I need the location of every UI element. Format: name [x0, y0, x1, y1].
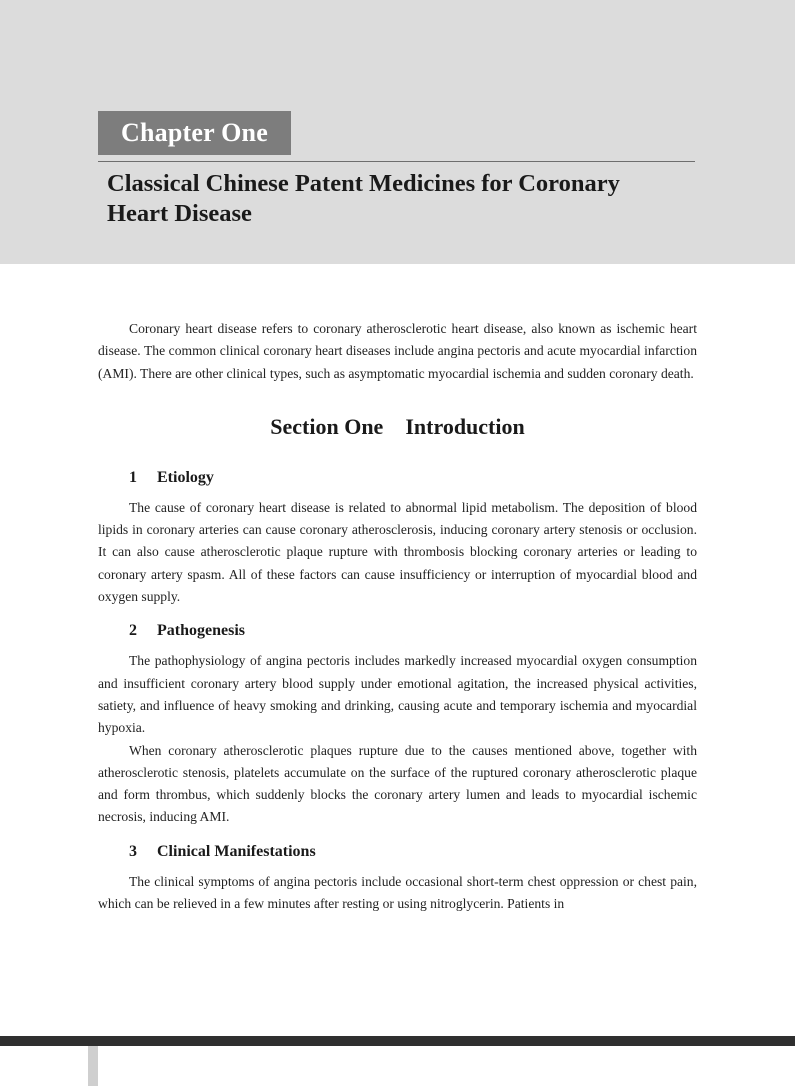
subsection-number: 3: [129, 842, 137, 860]
pathogenesis-paragraph-2: When coronary atherosclerotic plaques rupture due to the causes mentioned above, together with atherosclerotic stenosis, platelets accumulate on the surface of the ruptured coronary atherosclerotic plaque and form thrombus, which suddenly blocks the coronary artery lumen and leads to myocardial ischemic necrosis, inducing AMI.: [98, 742, 697, 825]
chapter-header-band: [0, 0, 795, 264]
subsection-title: Etiology: [157, 468, 214, 486]
footer-bar: [0, 1036, 795, 1046]
subsection-heading-etiology: [98, 467, 697, 489]
chapter-title-line-2: Heart Disease: [107, 200, 252, 227]
etiology-paragraph: The cause of coronary heart disease is related to abnormal lipid metabolism. The deposition of blood lipids in coronary arteries can cause coronary atherosclerosis, inducing coronary artery stenosis or occlusion. It can also cause atherosclerotic plaque rupture with thrombosis blocking coronary arteries or leading to coronary artery spasm. All of these factors can cause insufficiency or interruption of myocardial blood and oxygen supply.: [98, 499, 697, 605]
pathogenesis-paragraph-1: The pathophysiology of angina pectoris includes markedly increased myocardial oxygen consumption and insufficient coronary artery blood supply under emotional agitation, the increased physical activities, satiety, and influence of heavy smoking and drinking, causing acute and temporary ischemia and myocardial hypoxia.: [98, 653, 697, 736]
section-title: Introduction: [405, 413, 525, 439]
subsection-heading-pathogenesis: [98, 620, 697, 642]
footer-side-strip: [88, 1046, 98, 1086]
subsection-title: Pathogenesis: [157, 622, 245, 640]
chapter-divider: [98, 161, 695, 162]
clinical-manifestations-paragraph: The clinical symptoms of angina pectoris include occasional short-term chest oppression or chest pain, which can be relieved in a few minutes after resting or using nitroglycerin. Patients in: [98, 873, 697, 912]
intro-paragraph: Coronary heart disease refers to coronary atherosclerotic heart disease, also known as ischemic heart disease. The common clinical coronary heart diseases include angina pectoris and acute myocardial infarction (AMI). There are other clinical types, such as asymptomatic myocardial ischemia and sudden coronary death.: [98, 321, 697, 381]
subsection-number: 1: [129, 468, 137, 486]
subsection-heading-clinical-manifestations: [98, 841, 697, 863]
section-heading: [98, 413, 697, 441]
chapter-title: [107, 169, 707, 229]
page-body: [98, 318, 697, 915]
subsection-number: 2: [129, 622, 137, 640]
chapter-label-box: Chapter One: [98, 111, 291, 155]
chapter-title-line-1: Classical Chinese Patent Medicines for Coronary: [107, 170, 620, 197]
subsection-title: Clinical Manifestations: [157, 842, 316, 860]
section-number: Section One: [270, 413, 384, 439]
